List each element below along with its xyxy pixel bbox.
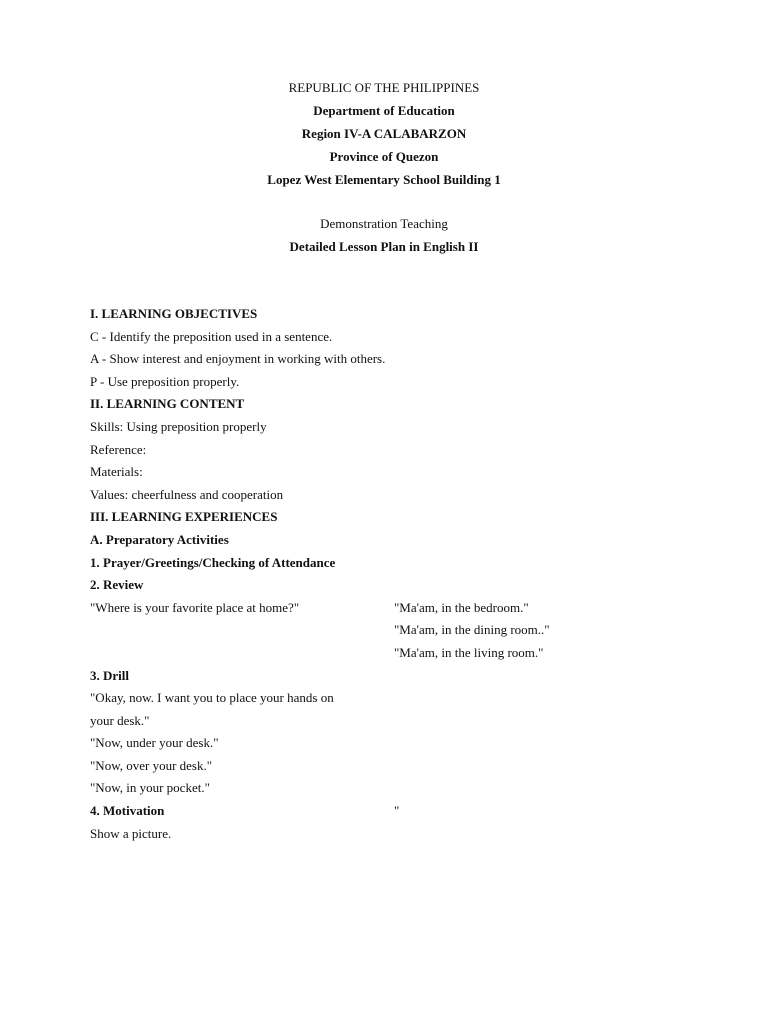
drill-line: "Now, under your desk." — [90, 735, 219, 751]
objective-cognitive: C - Identify the preposition used in a sentence. — [90, 328, 333, 344]
header-province: Province of Quezon — [329, 149, 439, 164]
document-header — [0, 79, 768, 194]
content-heading: II. LEARNING CONTENT — [90, 396, 245, 412]
document-body — [90, 305, 690, 847]
header-country: REPUBLIC OF THE PHILIPPINES — [288, 80, 480, 95]
drill-line: "Okay, now. I want you to place your hands on — [90, 690, 334, 706]
content-values: Values: cheerfulness and cooperation — [90, 486, 284, 502]
subhead-title: Detailed Lesson Plan in English II — [289, 239, 479, 254]
objectives-heading: I. LEARNING OBJECTIVES — [90, 306, 258, 321]
objective-affective: A - Show interest and enjoyment in working with others. — [90, 351, 386, 367]
header-school: Lopez West Elementary School Building 1 — [267, 172, 501, 187]
motivation-heading: 4. Motivation — [90, 803, 165, 819]
review-answer: "Ma'am, in the living room." — [394, 644, 544, 660]
content-reference: Reference: — [90, 441, 147, 457]
drill-line: "Now, in your pocket." — [90, 780, 210, 796]
subhead-type: Demonstration Teaching — [320, 216, 448, 231]
header-department: Department of Education — [313, 103, 455, 118]
objective-psychomotor: P - Use preposition properly. — [90, 373, 240, 389]
prayer-heading: 1. Prayer/Greetings/Checking of Attendance — [90, 554, 336, 570]
review-row — [90, 599, 690, 622]
content-materials: Materials: — [90, 464, 143, 480]
review-answer: "Ma'am, in the bedroom." — [394, 599, 529, 615]
review-answer: "Ma'am, in the dining room.." — [394, 622, 550, 638]
experiences-heading: III. LEARNING EXPERIENCES — [90, 509, 278, 525]
header-region: Region IV-A CALABARZON — [301, 126, 467, 141]
drill-heading: 3. Drill — [90, 667, 129, 683]
drill-line: your desk." — [90, 712, 150, 728]
review-heading: 2. Review — [90, 577, 144, 593]
review-row — [90, 644, 690, 667]
review-teacher-question: "Where is your favorite place at home?" — [90, 599, 300, 615]
document-subheader — [0, 215, 768, 261]
preparatory-heading: A. Preparatory Activities — [90, 531, 229, 547]
motivation-row — [90, 802, 690, 825]
motivation-show-picture: Show a picture. — [90, 825, 172, 841]
drill-line: "Now, over your desk." — [90, 757, 213, 773]
motivation-quote: " — [394, 803, 400, 819]
review-row — [90, 621, 690, 644]
content-skills: Skills: Using preposition properly — [90, 418, 267, 434]
